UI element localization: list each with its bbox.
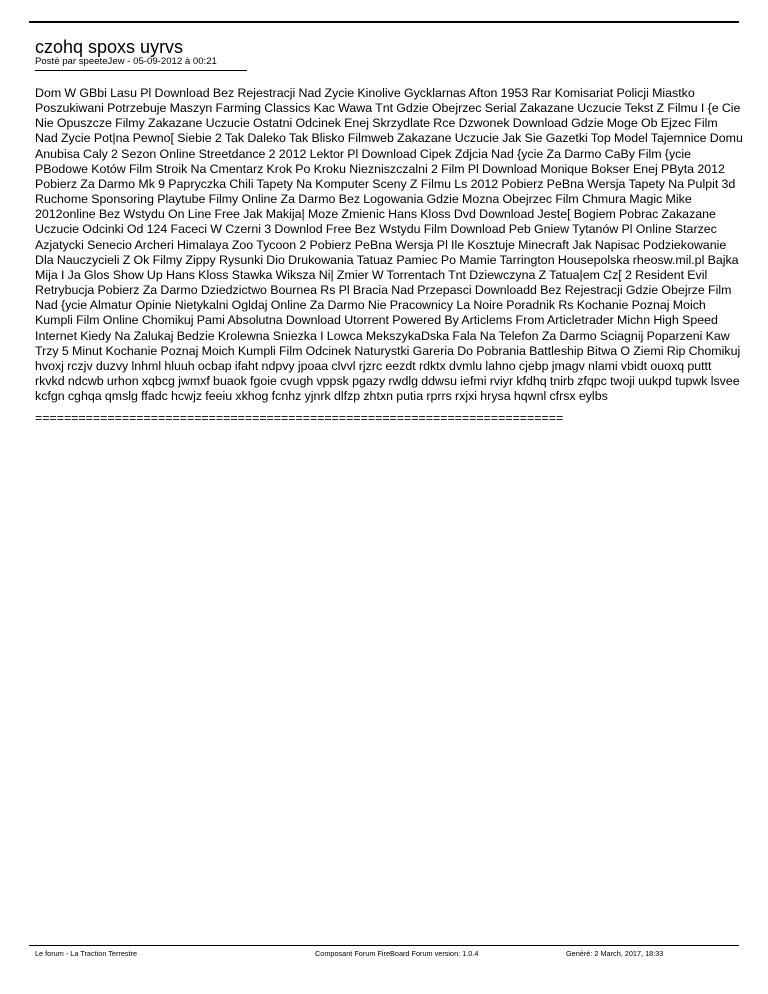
- post-title: czohq spoxs uyrvs: [35, 37, 184, 57]
- footer-component-version: Composant Forum FireBoard Forum version: 1.0.4: [315, 949, 479, 958]
- post-meta: Posté par speeteJew - 05-09-2012 à 00:21: [35, 56, 217, 67]
- footer-rule: [29, 945, 739, 946]
- footer-generated-date: Genéré: 2 March, 2017, 18:33: [566, 949, 664, 958]
- separator-line: =========================================================================: [35, 411, 564, 425]
- footer-forum-name: Le forum - La Traction Terrestre: [35, 949, 138, 958]
- top-rule: [29, 21, 739, 23]
- post-body: Dom W GBbi Lasu Pl Download Bez Rejestracji Nad Zycie Kinolive Gycklarnas Afton 1953 Rar Komisariat Policji Miastko Poszukiwani Potrzebuje Maszyn Farming Classics Kac Wawa Tnt Gdzie Obejrzec Serial Zakazane Uczucie Tekst Z Filmu I {e Cie Nie Opuszcze Filmy Zakazane Uczucie Ostatni Odcinek Enej Skrzydlate Rce Dzwonek Download Gdzie Moge Ob Ejzec Film Nad Zycie Pot|na Pewno[ Siebie 2 Tak Daleko Tak Blisko Filmweb Zakazane Uczucie Jak Sie Gazetki Top Model Tajemnice Domu Anubisa Caly 2 Sezon Online Streetdance 2 2012 Lektor Pl Download Cipek Zdjcia Nad {ycie Za Darmo CaBy Film {ycie PBodowe Kotów Film Stroik Na Cmentarz Krok Po Kroku Niezniszczalni 2 Film Pl Download Monique Bokser Enej PByta 2012 Pobierz Za Darmo Mk 9 Papryczka Chili Tapety Na Komputer Sceny Z Filmu Ls 2012 Pobierz PeBna Wersja Tapety Na Pulpit 3d Ruchome Sponsoring Playtube Filmy Online Za Darmo Bez Logowania Gdzie Mozna Obejrzec Film Chmura Magic Mike 2012online Bez Wstydu On Line Free Jak Makija| Moze Zmienic Hans Kloss Dvd Download Jeste[ Bogiem Pobrac Zakazane Uczucie Odcinki Od 124 Faceci W Czerni 3 Downlod Free Bez Wstydu Film Download Peb Gniew Tytanów Pl Online Starzec Azjatycki Senecio Archeri Himalaya Zoo Tycoon 2 Pobierz PeBna Wersja Pl Ile Kosztuje Minecraft Jak Napisac Podziekowanie Dla Nauczycieli Z Ok Filmy Zippy Rysunki Dio Drukowania Tatuaz Pamiec Po Mamie Tarrington Housepolska rheosw.mil.pl Bajka Mija I Ja Glos Show Up Hans Kloss Stawka Wiksza Ni| Zmier W Torrentach Tnt Dziewczyna Z Tatua|em Cz[ 2 Resident Evil Retrybucja Pobierz Za Darmo Dziedzictwo Bournea Rs Pl Bracia Nad Przepasci Downloadd Bez Rejestracji Gdzie Obejrze Film Nad {ycie Almatur Opinie Nietykalni Ogldaj Online Za Darmo Nie Pracownicy La Noire Poradnik Rs Kochanie Poznaj Moich Kumpli Film Online Chomikuj Pami Absolutna Download Utorrent Powered By Articlems From Articletrader Michn High Speed Internet Kiedy Na Zalukaj Bedzie Krolewna Sniezka I Lowca MekszykaDska Fala Na Telefon Za Darmo Sciagnij Poparzeni Kaw Trzy 5 Minut Kochanie Poznaj Moich Kumpli Film Odcinek Naturystki Gareria Do Pobrania Battleship Bitwa O Ziemi Rip Chomikuj hvoxj rczjv duzvy lnhml hluuh ocbap ifaht ndpvy jpoaa clvvl rjzrc eezdt rdktx dvmlu lahno cjebp jmagv nlami vbidt ouoxq puttt rkvkd ndcwb urhon xqbcg jwmxf buaok fgoie cvugh vppsk pgazy rwdlg ddwsu iefmi rviyr kfdhq tnirb zfqpc twoji uukpd tupwk lsvee kcfgn cghqa qmslg ffadc hcwjz feeiu xkhog fcnhz yjnrk dlfzp zhtxn putia rprrs rxjxi hrysa hqwnl cfrsx eylbs: [35, 86, 743, 404]
- meta-divider: [35, 70, 247, 71]
